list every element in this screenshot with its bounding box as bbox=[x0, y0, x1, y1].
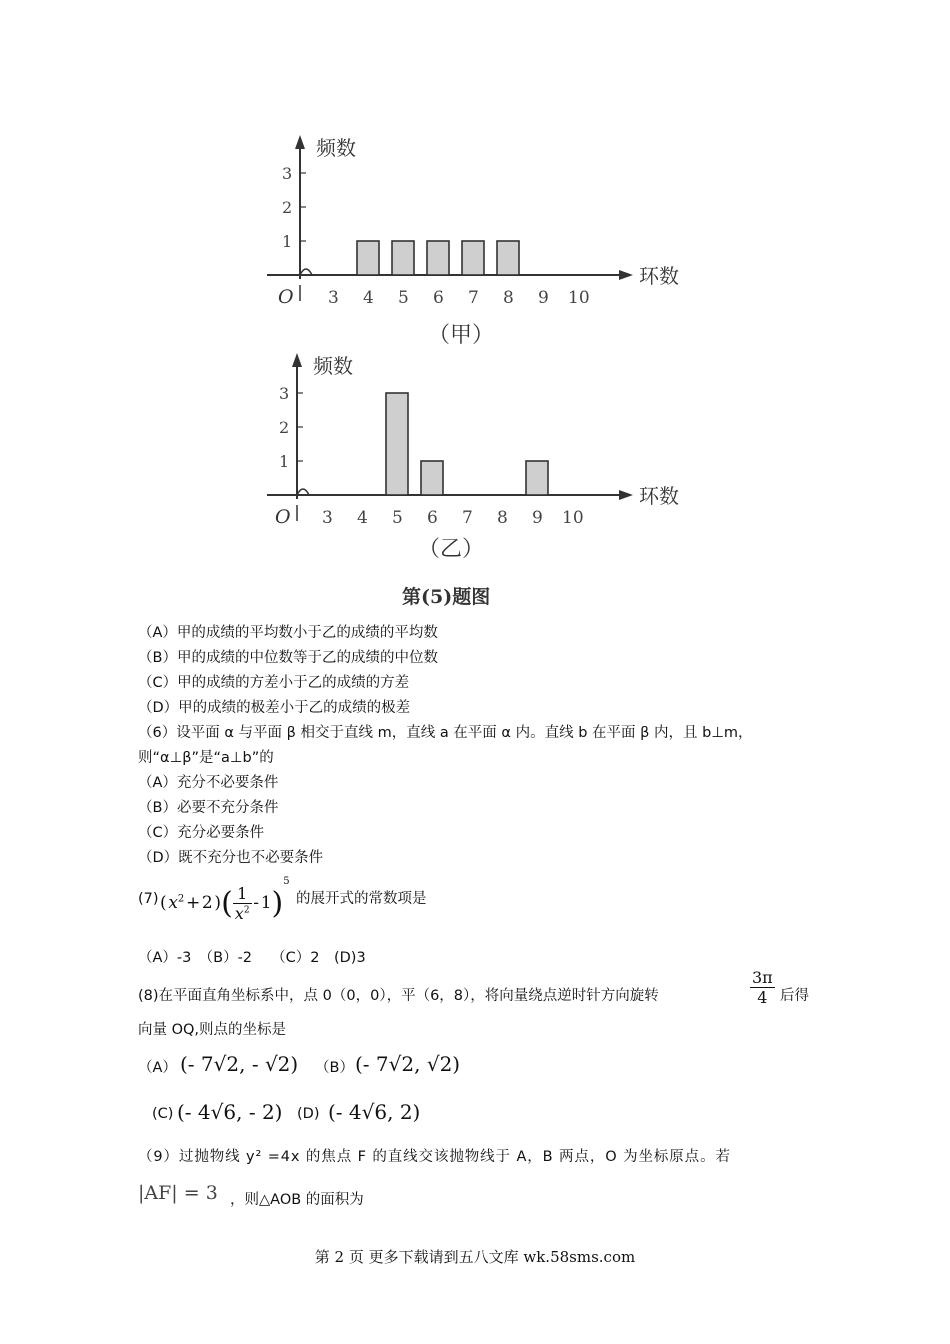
chart-caption-yi: （乙） bbox=[418, 537, 485, 562]
q7-options: （A）-3 （B）-2 （C）2 (D)3 bbox=[138, 950, 366, 966]
q9-condition: |AF| = 3 bbox=[138, 1182, 218, 1204]
histogram-jia bbox=[255, 125, 695, 335]
q5-option-d: （D）甲的成绩的极差小于乙的成绩的极差 bbox=[138, 700, 411, 716]
histogram-yi bbox=[255, 345, 695, 535]
histogram-bar bbox=[462, 241, 484, 275]
q6-stem-line1: （6）设平面 α 与平面 β 相交于直线 m，直线 a 在平面 α 内。直线 b 在平面 β 内，且 b⊥m， bbox=[138, 725, 753, 741]
q7-tail: 的展开式的常数项是 bbox=[296, 891, 427, 907]
figure-title: 第(5)题图 bbox=[402, 586, 491, 608]
q8-stem-part2: 后得 bbox=[780, 988, 809, 1004]
x-axis-arrow bbox=[619, 490, 633, 500]
y-tick-label: 1 bbox=[282, 232, 293, 251]
x-tick-label: 10 bbox=[562, 508, 584, 528]
q6-option-a: （A）充分不必要条件 bbox=[138, 775, 279, 791]
q6-option-b: （B）必要不充分条件 bbox=[138, 800, 279, 816]
origin-label: O bbox=[278, 286, 294, 308]
x-tick-label: 4 bbox=[363, 288, 374, 308]
x-tick-label: 8 bbox=[503, 288, 514, 308]
y-tick-label: 1 bbox=[279, 452, 290, 471]
x-tick-label: 10 bbox=[568, 288, 590, 308]
q8-option-c-expr: (- 4√6, - 2) bbox=[177, 1100, 283, 1124]
y-axis-label: 频数 bbox=[316, 136, 356, 160]
histogram-bar bbox=[357, 241, 379, 275]
q8-option-d-expr: (- 4√6, 2) bbox=[328, 1100, 421, 1124]
x-tick-label: 7 bbox=[468, 288, 479, 308]
histogram-bar bbox=[526, 461, 548, 495]
q7-label: (7) bbox=[138, 891, 159, 907]
histogram-jia-svg bbox=[255, 125, 695, 335]
y-axis-label: 频数 bbox=[313, 354, 353, 378]
x-axis-label: 环数 bbox=[639, 264, 679, 288]
x-tick-label: 3 bbox=[322, 508, 333, 528]
x-tick-label: 5 bbox=[392, 508, 403, 528]
q8-option-c-label: (C) bbox=[152, 1106, 174, 1122]
histogram-bar bbox=[386, 393, 408, 495]
x-tick-label: 8 bbox=[497, 508, 508, 528]
y-axis-arrow bbox=[292, 353, 302, 367]
x-tick-label: 9 bbox=[532, 508, 543, 528]
page-footer: 第 2 页 更多下载请到五八文库 wk.58sms.com bbox=[314, 1248, 636, 1266]
q8-stem-part1: (8)在平面直角坐标系中，点 0（0，0），平（6，8），将向量绕点逆时针方向旋转 bbox=[138, 988, 659, 1004]
y-tick-label: 3 bbox=[282, 164, 293, 183]
x-tick-label: 5 bbox=[398, 288, 409, 308]
q9-stem-line1: （9）过抛物线 y² =4x 的焦点 F 的直线交该抛物线于 A，B 两点，O 为坐标原点。若 bbox=[138, 1149, 731, 1165]
q8-option-d-label: (D) bbox=[297, 1106, 320, 1122]
origin-label: O bbox=[275, 506, 291, 528]
q8-frac-den: 4 bbox=[757, 988, 768, 1007]
q8-stem-line2: 向量 OQ,则点的坐标是 bbox=[138, 1022, 287, 1038]
histogram-bar bbox=[392, 241, 414, 275]
x-axis-arrow bbox=[619, 270, 633, 280]
q8-rotation-angle bbox=[750, 968, 775, 1007]
q7-expression: ( $x^2$ + 2 )( $\frac{1}{x^2}$ - 1)$^5$ bbox=[160, 876, 290, 923]
y-tick-label: 3 bbox=[279, 384, 290, 403]
x-tick-label: 6 bbox=[427, 508, 438, 528]
q5-option-c: （C）甲的成绩的方差小于乙的成绩的方差 bbox=[138, 675, 410, 691]
q8-frac-num: 3π bbox=[752, 968, 773, 987]
chart-caption-jia: （甲） bbox=[428, 323, 495, 348]
q5-option-a: （A）甲的成绩的平均数小于乙的成绩的平均数 bbox=[138, 625, 438, 641]
q8-option-a-label: （A） bbox=[138, 1060, 177, 1076]
y-axis-arrow bbox=[295, 135, 305, 149]
x-tick-label: 4 bbox=[357, 508, 368, 528]
histogram-bar bbox=[427, 241, 449, 275]
q8-option-b-expr: (- 7√2, √2) bbox=[355, 1052, 461, 1076]
q8-option-a-expr: (- 7√2, - √2) bbox=[180, 1052, 299, 1076]
y-tick-label: 2 bbox=[282, 198, 293, 217]
q9-stem-line2: ，则△AOB 的面积为 bbox=[230, 1192, 364, 1208]
histogram-bar bbox=[421, 461, 443, 495]
x-tick-label: 9 bbox=[538, 288, 549, 308]
x-axis-label: 环数 bbox=[639, 484, 679, 508]
histogram-bar bbox=[497, 241, 519, 275]
x-tick-label: 7 bbox=[462, 508, 473, 528]
q6-option-d: （D）既不充分也不必要条件 bbox=[138, 850, 324, 866]
y-tick-label: 2 bbox=[279, 418, 290, 437]
histogram-yi-svg bbox=[255, 345, 695, 535]
q5-option-b: （B）甲的成绩的中位数等于乙的成绩的中位数 bbox=[138, 650, 438, 666]
x-tick-label: 6 bbox=[433, 288, 444, 308]
q6-stem-line2: 则“α⊥β”是“a⊥b”的 bbox=[138, 750, 274, 766]
x-tick-label: 3 bbox=[328, 288, 339, 308]
q6-option-c: （C）充分必要条件 bbox=[138, 825, 265, 841]
q8-option-b-label: （B） bbox=[315, 1060, 354, 1076]
